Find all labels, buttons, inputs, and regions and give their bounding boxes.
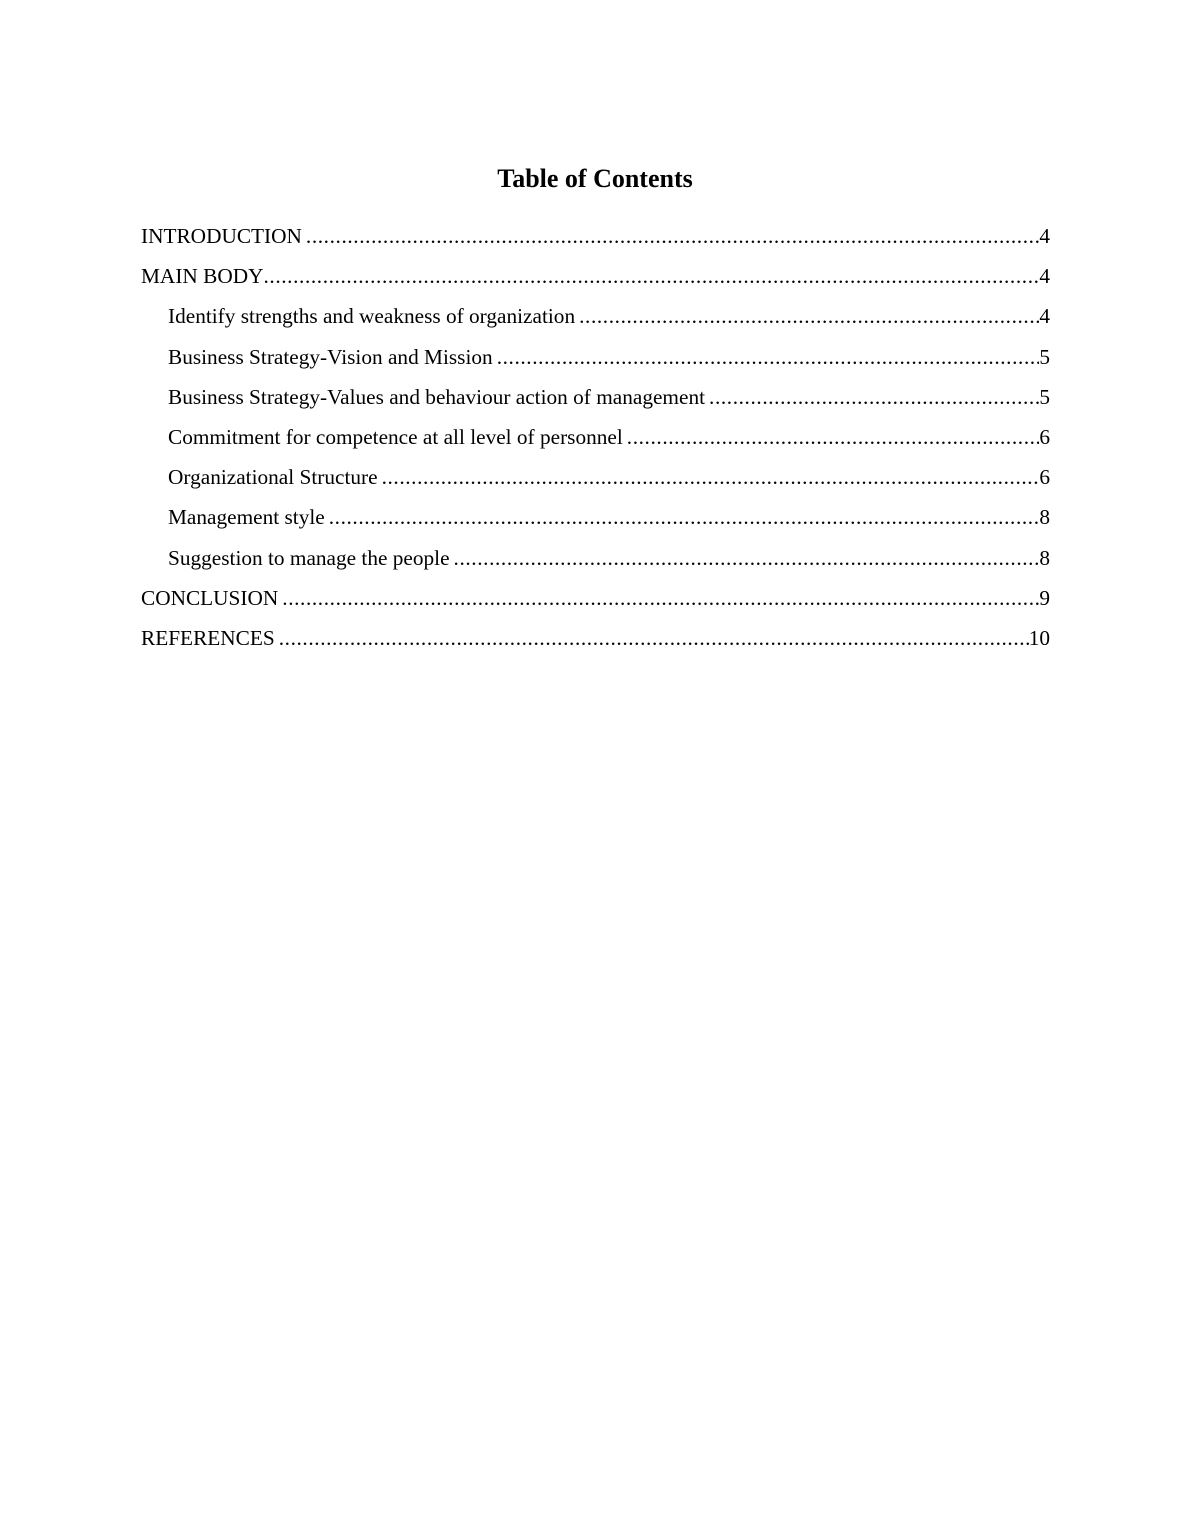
- toc-entry-label: Business Strategy-Values and behaviour action of management: [168, 384, 706, 409]
- toc-leader-dots: [279, 621, 1029, 655]
- toc-leader-dots: [282, 581, 1039, 615]
- toc-entry-label: Commitment for competence at all level of personnel: [168, 424, 623, 449]
- toc-leader-dots: [627, 420, 1040, 454]
- toc-entry-label: CONCLUSION: [141, 585, 279, 610]
- toc-page-number: 4: [1039, 224, 1050, 248]
- toc-page-number: 6: [1039, 465, 1050, 490]
- toc-entry-suggestion-manage-people[interactable]: [141, 541, 1050, 581]
- toc-entry-label: Business Strategy-Vision and Mission: [168, 344, 493, 369]
- toc-entry-label: REFERENCES: [141, 625, 275, 650]
- toc-entry-strengths-weakness[interactable]: [141, 299, 1050, 339]
- table-of-contents: [141, 219, 1050, 661]
- toc-entry-management-style[interactable]: [141, 500, 1050, 540]
- page-title: Table of Contents: [497, 164, 693, 193]
- toc-page-number: 5: [1039, 384, 1050, 409]
- toc-entry-label: Management style: [168, 505, 325, 530]
- toc-page-number: 9: [1039, 585, 1050, 610]
- toc-page-number: 4: [1039, 304, 1050, 329]
- toc-leader-dots: [709, 380, 1039, 414]
- toc-entry-label: Suggestion to manage the people: [168, 545, 450, 570]
- toc-leader-dots: [382, 460, 1040, 494]
- toc-entry-vision-mission[interactable]: [141, 340, 1050, 380]
- toc-leader-dots: [454, 541, 1040, 575]
- toc-leader-dots: [497, 340, 1040, 374]
- toc-leader-dots: [306, 219, 1039, 253]
- toc-leader-dots: [579, 299, 1039, 333]
- toc-page-number: 10: [1028, 625, 1050, 650]
- toc-page-number: 8: [1039, 505, 1050, 530]
- toc-leader-dots: [263, 259, 1039, 293]
- toc-entry-values-behaviour[interactable]: [141, 380, 1050, 420]
- toc-entry-conclusion[interactable]: [141, 581, 1050, 621]
- toc-entry-label: INTRODUCTION: [141, 224, 302, 248]
- toc-entry-organizational-structure[interactable]: [141, 460, 1050, 500]
- toc-page-number: 4: [1039, 264, 1050, 289]
- toc-entry-references[interactable]: [141, 621, 1050, 661]
- toc-page-number: 6: [1039, 424, 1050, 449]
- toc-entry-introduction[interactable]: [141, 219, 1050, 259]
- toc-entry-label: MAIN BODY: [141, 264, 264, 289]
- toc-page-number: 5: [1039, 344, 1050, 369]
- toc-entry-label: Identify strengths and weakness of organization: [168, 304, 576, 329]
- toc-entry-label: Organizational Structure: [168, 465, 378, 490]
- toc-page-number: 8: [1039, 545, 1050, 570]
- toc-entry-main-body[interactable]: [141, 259, 1050, 299]
- toc-entry-commitment-competence[interactable]: [141, 420, 1050, 460]
- toc-leader-dots: [329, 500, 1040, 534]
